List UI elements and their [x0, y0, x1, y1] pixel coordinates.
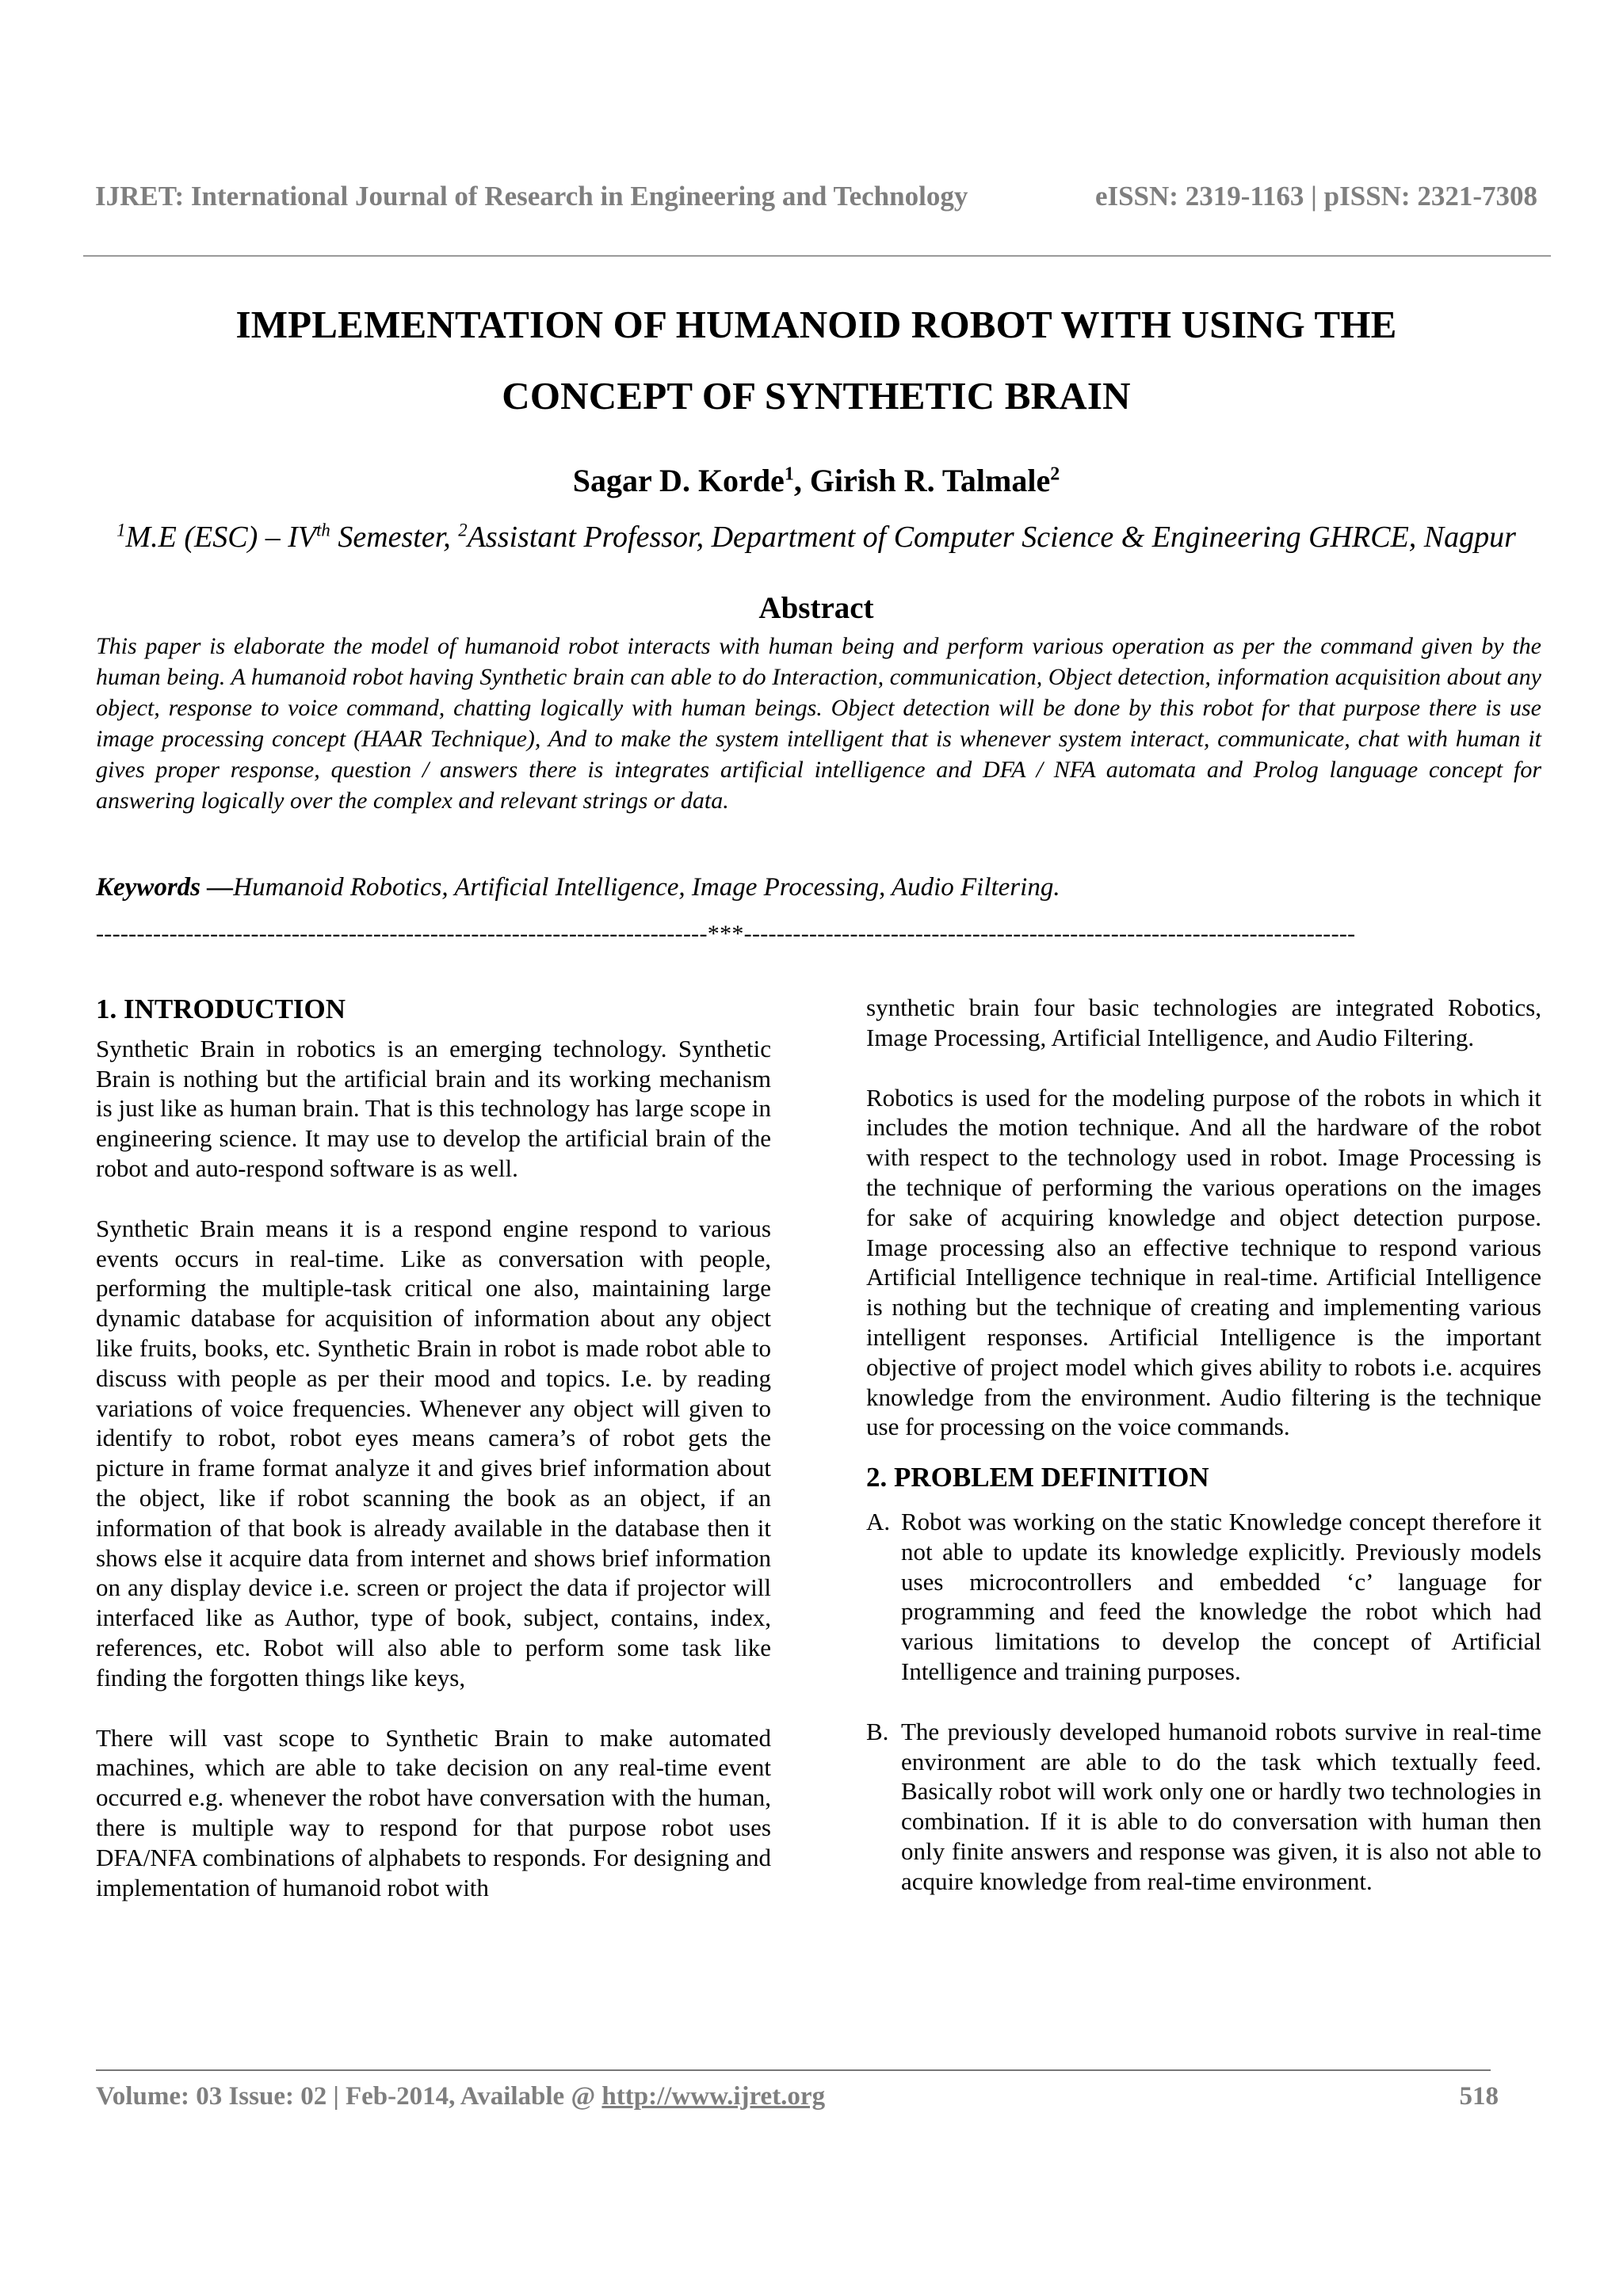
section-heading-introduction: 1. INTRODUCTION — [96, 994, 346, 1024]
journal-name: IJRET: International Journal of Research in Engineering and Technology — [95, 181, 968, 212]
affil-part-2: Semester, — [330, 521, 459, 554]
list-item — [866, 1507, 1541, 1687]
keywords-label: Keywords — — [96, 873, 234, 902]
paragraph: Robotics is used for the modeling purpose of the robots in which it includes the motion technique. And all the hardware of the robot with respect to the technology used in robot. Image Processing is the technique of performing the various operations on the images for sake of acquiring knowledge and object detection purpose. Image processing also an effective technique to respond various Artificial Intelligence technique in real-time. Artificial Intelligence is nothing but the technique of creating and implementing various intelligent responses. Artificial Intelligence is the important objective of project model which gives ability to robots i.e. acquires knowledge from the environment. Audio filtering is the technique use for processing on the voice commands. — [866, 1083, 1541, 1441]
list-item-text: Robot was working on the static Knowledge concept therefore it not able to update its knowledge explicitly. Previously models uses microcontrollers and embedded ‘c’ language for programming and feed the knowledge the robot which had various limitations to develop the concept of Artificial Intelligence and training purposes. — [901, 1507, 1541, 1685]
abstract-text: This paper is elaborate the model of humanoid robot interacts with human being and perform various operation as per the command given by the human being. A humanoid robot having Synthetic brain can able to do Interaction, communication, Object detection, information acquisition about any object, response to voice command, chatting logically with human beings. Object detection will be done by this robot for that purpose there is use image processing concept (HAAR Technique), And to make the system intelligent that is whenever system interact, communicate, chat with human it gives proper response, question / answers there is integrates artificial intelligence and DFA / NFA automata and Prolog language concept for answering logically over the complex and relevant strings or data. — [96, 633, 1541, 814]
journal-website-link[interactable]: http://www.ijret.org — [601, 2082, 826, 2111]
running-footer — [96, 2082, 1499, 2111]
author-2: Girish R. Talmale — [809, 463, 1051, 498]
author-1-marker: 1 — [784, 463, 794, 485]
right-column — [866, 993, 1541, 1927]
section-separator: ---------------------------------------------------------------------------***--------------------------------------------------------------------------- — [96, 921, 1356, 947]
affil-part-3: Assistant Professor, Department of Computer Science & Engineering GHRCE, Nagpur — [467, 521, 1516, 554]
affil-part-1: M.E (ESC) – IV — [125, 521, 317, 554]
page-number: 518 — [1459, 2082, 1499, 2111]
affiliation — [79, 520, 1553, 555]
paragraph: There will vast scope to Synthetic Brain to make automated machines, which are able to take decision on any real-time event occurred e.g. whenever the robot have conversation with the human, there is multiple way to respond for that purpose robot uses DFA/NFA combinations of alphabets to responds. For designing and implementation of humanoid robot with — [96, 1723, 771, 1901]
header-divider — [83, 255, 1551, 257]
paragraph: Synthetic Brain means it is a respond engine respond to various events occurs in real-time. Like as conversation with people, performing the multiple-task critical one also, maintaining large dynamic database for acquisition of information about any object like fruits, books, etc. Synthetic Brain in robot is made robot able to discuss with people as per their mood and topics. I.e. by reading variations of voice frequencies. Whenever any object will given to identify to robot, robot eyes means camera’s of robot gets the picture in frame format analyze it and gives brief information about the object, like if robot scanning the book as an object, if an information of that book is already available in the database then it shows else it acquire data from internet and shows brief information on any display device i.e. screen or project the data if projector will interfaced like as Author, type of book, subject, contains, index, references, etc. Robot will also able to perform some task like finding the forgotten things like keys, — [96, 1214, 771, 1691]
author-2-marker: 2 — [1050, 463, 1060, 485]
list-item-label: B. — [866, 1717, 889, 1745]
keywords-text: Humanoid Robotics, Artificial Intelligence, Image Processing, Audio Filtering. — [233, 873, 1060, 902]
abstract-heading: Abstract — [758, 591, 874, 625]
list-item-label: A. — [866, 1507, 891, 1535]
footer-prefix: Volume: 03 Issue: 02 | Feb-2014, Available @ — [96, 2082, 602, 2111]
affil-ordinal: th — [316, 520, 330, 540]
affil-marker-2: 2 — [458, 520, 468, 540]
title-line-1: IMPLEMENTATION OF HUMANOID ROBOT WITH USING THE — [235, 303, 1397, 346]
paragraph: Synthetic Brain in robotics is an emerging technology. Synthetic Brain is nothing but the artificial brain and its working mechanism is just like as human brain. That is this technology has large scope in engineering science. It may use to develop the artificial brain of the robot and auto-respond software is as well. — [96, 1034, 771, 1182]
list-item-text: The previously developed humanoid robots survive in real-time environment are able to do the task which textually feed. Basically robot will work only one or hardly two technologies in combination. If it is able to do conversation with human then only finite answers and response was given, it is also not able to acquire knowledge from real-time environment. — [901, 1717, 1541, 1895]
author-list — [79, 462, 1553, 499]
issn-info: eISSN: 2319-1163 | pISSN: 2321-7308 — [1094, 181, 1537, 212]
list-item — [866, 1717, 1541, 1897]
paper-title — [79, 289, 1553, 432]
affil-marker-1: 1 — [116, 520, 126, 540]
keywords — [96, 873, 1541, 902]
left-column — [96, 994, 771, 1932]
paragraph: synthetic brain four basic technologies are integrated Robotics, Image Processing, Artificial Intelligence, and Audio Filtering. — [866, 994, 1541, 1051]
title-line-2: CONCEPT OF SYNTHETIC BRAIN — [502, 374, 1131, 418]
section-heading-problem-definition: 2. PROBLEM DEFINITION — [866, 1462, 1209, 1493]
footer-volume-info — [96, 2082, 825, 2111]
author-separator: , — [793, 463, 810, 498]
author-1: Sagar D. Korde — [572, 463, 785, 498]
running-header — [95, 181, 1537, 212]
footer-divider — [96, 2069, 1491, 2071]
